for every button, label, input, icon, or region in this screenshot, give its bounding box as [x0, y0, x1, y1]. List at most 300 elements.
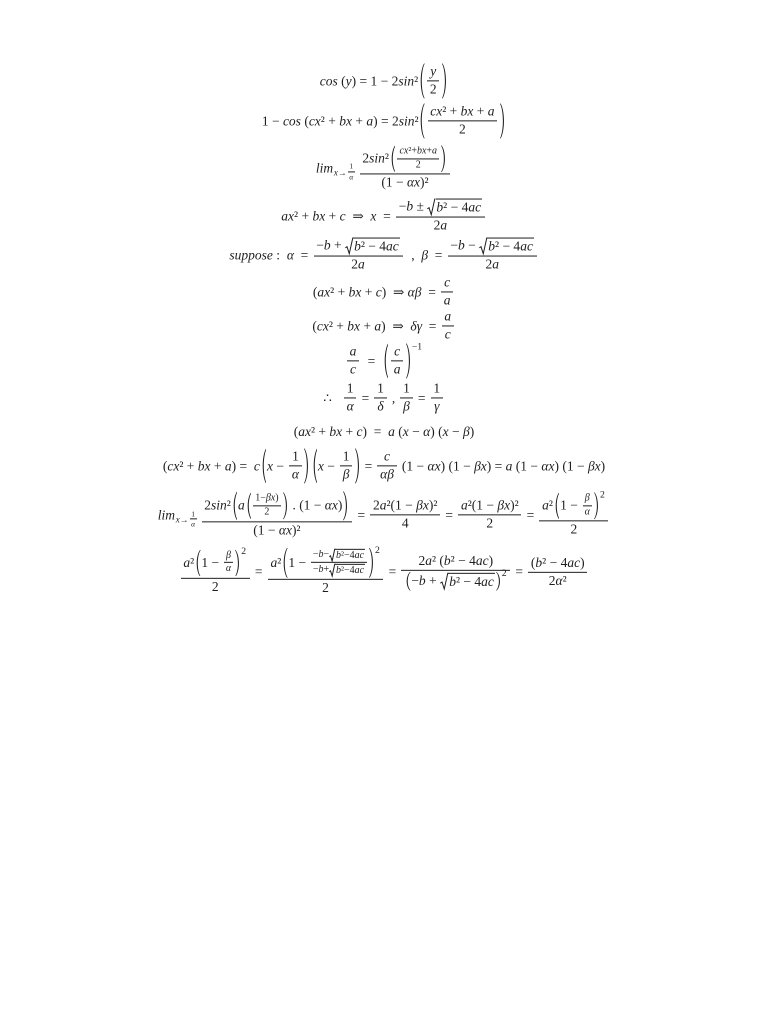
paren-exponent: −1: [411, 340, 423, 352]
math-variable: a: [492, 256, 499, 272]
paren-content: [237, 491, 343, 520]
paren-group: [419, 103, 505, 138]
math-variable: αx: [406, 174, 421, 190]
math-variable: a: [542, 497, 549, 513]
math-text: (1 − αx)²: [381, 174, 429, 190]
fraction: [377, 449, 396, 482]
math-text: 2: [211, 578, 219, 594]
fraction: [448, 238, 537, 273]
numerator: [458, 498, 521, 514]
radicand: [448, 573, 495, 590]
math-variable: a: [183, 554, 191, 570]
math-text: −b −: [450, 237, 480, 253]
math-text: 1: [191, 508, 196, 518]
radical-sign: [345, 238, 353, 255]
numerator: [448, 238, 537, 256]
left-paren: [246, 492, 252, 519]
fraction: [268, 544, 384, 596]
numerator: [181, 546, 250, 577]
numerator: [583, 494, 592, 506]
math-variable: α: [191, 519, 196, 529]
paren-exponent: 2: [501, 568, 507, 580]
math-variable: c: [444, 326, 451, 342]
equation-12: [0, 491, 768, 538]
math-text: 2a² (b² − 4ac): [418, 552, 494, 568]
math-variable: bx: [197, 458, 211, 474]
paren-content: [559, 492, 593, 519]
paren-content: [201, 549, 235, 576]
denominator: [190, 520, 197, 529]
math-variable: a: [460, 497, 468, 513]
denominator: [399, 515, 411, 531]
radicand: [335, 549, 364, 562]
denominator: [484, 515, 496, 531]
left-paren: [195, 549, 201, 576]
numerator: [268, 544, 384, 579]
denominator: [311, 563, 367, 577]
denominator: [583, 506, 592, 518]
equation-6: [0, 275, 768, 308]
math-variable: αβ: [407, 284, 422, 300]
denominator: [456, 121, 468, 137]
fraction: [374, 381, 386, 414]
fraction: [253, 494, 280, 519]
math-variable: b: [354, 238, 361, 254]
paren-group: [312, 448, 361, 483]
math-variable: sin: [398, 113, 415, 129]
paren-content: [411, 572, 496, 591]
math-variable: x: [442, 424, 449, 440]
denominator: [442, 326, 453, 342]
math-variable: α: [225, 563, 232, 575]
denominator: [347, 361, 358, 377]
right-paren: [496, 572, 502, 591]
equation-9: [0, 381, 768, 414]
numerator: [396, 199, 485, 217]
math-variable: sin: [211, 497, 227, 513]
denominator: [251, 522, 304, 538]
numerator: [348, 163, 355, 172]
numerator: [224, 551, 233, 563]
equation-11: [0, 448, 768, 483]
math-variable: β: [421, 247, 429, 263]
paren-content: [251, 492, 282, 519]
denominator: [431, 398, 442, 414]
math-text: −b +: [411, 572, 441, 588]
denominator: [414, 159, 423, 171]
math-variable: b: [318, 564, 324, 576]
math-variable: δ: [377, 398, 384, 414]
math-text: a²: [270, 554, 282, 570]
math-variable: β: [225, 549, 231, 561]
square-root: [440, 573, 495, 590]
numerator: [374, 381, 386, 397]
paren-group: [282, 544, 380, 578]
math-variable: αx: [541, 458, 555, 474]
fraction: [289, 449, 301, 482]
math-text: [585, 494, 590, 505]
right-paren: [594, 492, 600, 519]
equation-13: [0, 544, 768, 596]
math-variable: α: [346, 398, 354, 414]
math-variable: ac: [354, 549, 365, 561]
math-variable: α: [349, 172, 354, 182]
math-text: x→: [333, 167, 347, 178]
math-text: x −: [266, 458, 288, 474]
math-variable: suppose: [229, 247, 273, 263]
math-text: 4: [401, 515, 409, 531]
math-variable: x: [370, 208, 377, 224]
math-variable: b: [323, 237, 331, 253]
denominator: [546, 572, 569, 588]
denominator: [289, 466, 301, 482]
numerator: [397, 147, 439, 159]
left-paren: [282, 548, 288, 578]
math-text: 1: [433, 380, 441, 396]
math-variable: α: [423, 424, 431, 440]
denominator: [391, 361, 403, 377]
square-root: [329, 549, 365, 562]
fraction: [224, 551, 233, 576]
math-text: =: [251, 564, 266, 580]
math-variable: α: [291, 466, 300, 482]
fraction: [190, 510, 197, 529]
math-text: cx²+bx+a: [399, 145, 438, 157]
math-variable: x: [317, 458, 324, 474]
paren-group: [383, 340, 423, 378]
numerator: [314, 238, 403, 256]
math-variable: b: [318, 548, 324, 560]
paren-group: [554, 489, 605, 519]
math-variable: a: [393, 361, 401, 377]
math-variable: cos: [282, 113, 301, 129]
math-variable: a: [366, 113, 374, 129]
math-variable: βx: [265, 492, 276, 504]
radical-sign: [329, 564, 335, 577]
math-variable: lim: [315, 160, 334, 176]
math-text: [384, 449, 390, 464]
math-variable: αx: [324, 497, 338, 513]
math-variable: b: [335, 564, 341, 576]
denominator: [262, 506, 271, 518]
math-variable: c: [375, 284, 382, 300]
math-text: 1: [346, 380, 354, 396]
paren-content: [266, 448, 304, 483]
left-paren: [419, 63, 425, 98]
square-root: [345, 238, 400, 255]
math-text: 2a: [433, 217, 448, 233]
math-text: 2sin²: [204, 497, 231, 513]
denominator: [348, 173, 355, 182]
equation-8: [0, 340, 768, 378]
paren-group: [232, 491, 349, 520]
math-variable: bx: [312, 208, 326, 224]
math-text: [347, 400, 354, 415]
fraction: [458, 498, 521, 531]
paren-content: [425, 103, 500, 138]
numerator: [253, 494, 280, 506]
paren-content: [317, 448, 355, 483]
fraction: [311, 549, 367, 577]
math-text: 1: [292, 448, 299, 464]
denominator: [349, 256, 368, 272]
math-text: [238, 498, 245, 513]
numerator: [391, 344, 402, 360]
paren-group: [419, 63, 448, 98]
left-paren: [390, 145, 396, 172]
math-text: b² − 4ac: [488, 238, 533, 254]
math-text: cx² + bx + a: [430, 103, 495, 119]
math-variable: ac: [520, 238, 533, 254]
math-variable: β: [403, 398, 410, 414]
radical-sign: [329, 549, 335, 562]
math-text: =: [361, 458, 376, 474]
math-variable: c: [356, 424, 363, 440]
fraction: [348, 163, 355, 182]
math-variable: a: [440, 217, 448, 233]
fraction: [441, 275, 453, 308]
math-variable: b: [335, 549, 341, 561]
math-text: [403, 400, 410, 415]
math-text: b² − 4ac: [449, 573, 494, 589]
math-variable: ac: [481, 573, 494, 589]
math-text: =: [523, 507, 538, 523]
math-text: [394, 344, 400, 359]
math-text: [380, 468, 394, 483]
numerator: [344, 381, 356, 397]
math-variable: a: [425, 552, 432, 568]
radicand: [436, 199, 483, 216]
math-text: 1: [403, 380, 410, 396]
math-variable: c: [394, 343, 401, 359]
fraction: [391, 344, 403, 377]
fraction: [428, 104, 498, 137]
paren-content: [388, 343, 405, 378]
right-paren: [283, 492, 289, 519]
math-variable: γ: [434, 398, 440, 414]
math-variable: a: [432, 145, 438, 157]
limit-subscript: [334, 163, 356, 182]
math-variable: a: [349, 343, 357, 359]
math-text: [191, 521, 195, 529]
denominator: [400, 398, 412, 414]
math-text: −b +: [316, 237, 345, 253]
math-text: =: [442, 507, 457, 523]
math-text: 1 −: [288, 554, 310, 570]
math-text: [394, 363, 401, 378]
radicand: [487, 238, 534, 255]
math-variable: bx: [460, 103, 474, 119]
math-text: [444, 294, 451, 309]
limit-operator: [316, 160, 333, 176]
right-paren: [304, 448, 310, 483]
math-variable: a: [374, 318, 382, 334]
math-variable: ax: [317, 284, 331, 300]
left-paren: [232, 491, 238, 520]
math-variable: ac: [567, 554, 581, 570]
left-paren: [383, 343, 389, 378]
math-variable: a: [487, 103, 495, 119]
math-variable: a: [358, 256, 365, 272]
fraction: [370, 498, 440, 531]
math-variable: a: [224, 458, 232, 474]
math-text: (b² − 4ac): [530, 554, 585, 570]
math-variable: ac: [475, 552, 489, 568]
math-text: (1 − αx)²: [253, 522, 301, 538]
math-text: −b−: [312, 548, 330, 560]
math-variable: x: [333, 167, 338, 178]
math-variable: a: [388, 424, 395, 440]
math-variable: ax: [298, 424, 311, 440]
math-text: a²: [183, 554, 195, 570]
math-variable: ax: [281, 208, 295, 224]
math-variable: c: [339, 208, 346, 224]
denominator: [483, 256, 502, 272]
equation-4: [0, 199, 768, 234]
square-root: [479, 238, 534, 255]
fraction: [360, 145, 451, 190]
math-text: 1 −: [201, 554, 223, 570]
math-variable: sin: [369, 150, 385, 166]
math-variable: b: [443, 552, 451, 568]
paren-exponent: 2: [241, 546, 247, 558]
math-text: (1 − αx) (1 − βx) = a (1 − αx) (1 − βx): [398, 458, 606, 474]
math-variable: ac: [354, 564, 365, 576]
paren-group: [390, 145, 447, 172]
numerator: [428, 64, 439, 80]
math-variable: α: [286, 247, 294, 263]
math-text: 2: [429, 81, 437, 97]
fraction: [427, 64, 439, 97]
math-variable: cos: [319, 73, 338, 89]
paren-group: [246, 492, 289, 519]
right-paren: [442, 63, 448, 98]
math-text: [349, 174, 353, 182]
math-variable: y: [345, 73, 352, 89]
numerator: [428, 104, 498, 120]
math-text: 1−βx): [255, 492, 279, 504]
fraction: [397, 147, 439, 172]
math-variable: b: [418, 572, 426, 588]
left-paren: [419, 103, 425, 138]
denominator: [209, 578, 221, 594]
math-variable: y: [430, 63, 437, 79]
radicand: [335, 564, 364, 577]
fraction: [442, 309, 454, 342]
numerator: [416, 553, 496, 569]
math-text: [350, 363, 356, 378]
math-variable: bx: [416, 145, 427, 157]
paren-group: [261, 448, 310, 483]
numerator: [289, 449, 301, 465]
right-paren: [441, 145, 447, 172]
limit: [315, 160, 356, 182]
denominator: [375, 398, 387, 414]
math-variable: x: [402, 424, 409, 440]
math-variable: δγ: [410, 318, 423, 334]
math-variable: bx: [348, 284, 362, 300]
math-text: a²: [542, 497, 553, 513]
numerator: [442, 309, 454, 325]
math-variable: c: [253, 458, 260, 474]
numerator: [441, 275, 452, 291]
denominator: [377, 466, 396, 482]
math-variable: bx: [347, 318, 360, 334]
math-variable: a: [443, 292, 451, 308]
math-text: =: [511, 564, 527, 580]
denominator: [224, 563, 233, 575]
math-variable: bx: [339, 113, 352, 129]
equation-10: [0, 424, 768, 440]
right-paren: [406, 343, 412, 378]
math-variable: c: [349, 361, 356, 377]
left-paren: [261, 448, 267, 483]
fraction: [528, 555, 587, 588]
math-variable: βx: [497, 497, 511, 513]
radical-sign: [427, 199, 435, 216]
math-text: b² − 4ac: [436, 199, 482, 215]
numerator: [400, 381, 412, 397]
equation-7: [0, 309, 768, 342]
math-text: 2sin²: [362, 150, 389, 166]
denominator: [319, 580, 331, 596]
numerator: [370, 498, 440, 514]
math-text: x −: [317, 458, 339, 474]
numerator: [528, 555, 587, 571]
numerator: [360, 145, 451, 173]
math-text: 2a: [351, 256, 365, 272]
math-text: cos (y) = 1 − 2sin²: [319, 73, 419, 89]
math-text: 2a²(1 − βx)²: [373, 497, 438, 513]
math-text: [292, 468, 299, 483]
fraction: [583, 494, 592, 519]
square-root: [329, 564, 365, 577]
math-text: [444, 275, 450, 290]
math-text: ax² + bx + c ⇒ x =: [281, 208, 395, 224]
math-text: (ax² + bx + c) = a (x − α) (x − β): [293, 424, 475, 440]
right-paren: [235, 549, 241, 576]
math-text: 2: [458, 121, 466, 137]
denominator: [379, 174, 432, 190]
math-variable: βx: [587, 458, 601, 474]
math-text: [434, 400, 439, 415]
math-variable: sin: [398, 73, 415, 89]
equation-5: [0, 238, 768, 273]
math-variable: α: [584, 506, 590, 518]
fraction: [344, 381, 356, 414]
math-text: −b+: [312, 564, 330, 576]
math-variable: cx: [430, 103, 443, 119]
paren-content: [425, 63, 442, 98]
math-variable: β: [584, 492, 590, 504]
numerator: [381, 449, 392, 465]
math-text: 1 − cos (cx² + bx + a) = 2sin²: [261, 113, 419, 129]
math-text: . (1 − αx): [289, 497, 343, 513]
math-variable: β: [342, 466, 350, 482]
math-text: (ax² + bx + c) ⇒ αβ =: [312, 284, 440, 300]
math-variable: b: [457, 237, 465, 253]
fraction: [314, 238, 403, 273]
right-paren: [355, 448, 361, 483]
fraction: [400, 381, 412, 414]
math-variable: αx: [278, 522, 292, 538]
math-variable: c: [444, 274, 451, 290]
math-text: =: [354, 507, 369, 523]
fraction: [431, 381, 443, 414]
math-text: b² − 4ac: [354, 238, 399, 254]
math-text: [430, 64, 436, 79]
math-text: 2: [570, 521, 578, 537]
